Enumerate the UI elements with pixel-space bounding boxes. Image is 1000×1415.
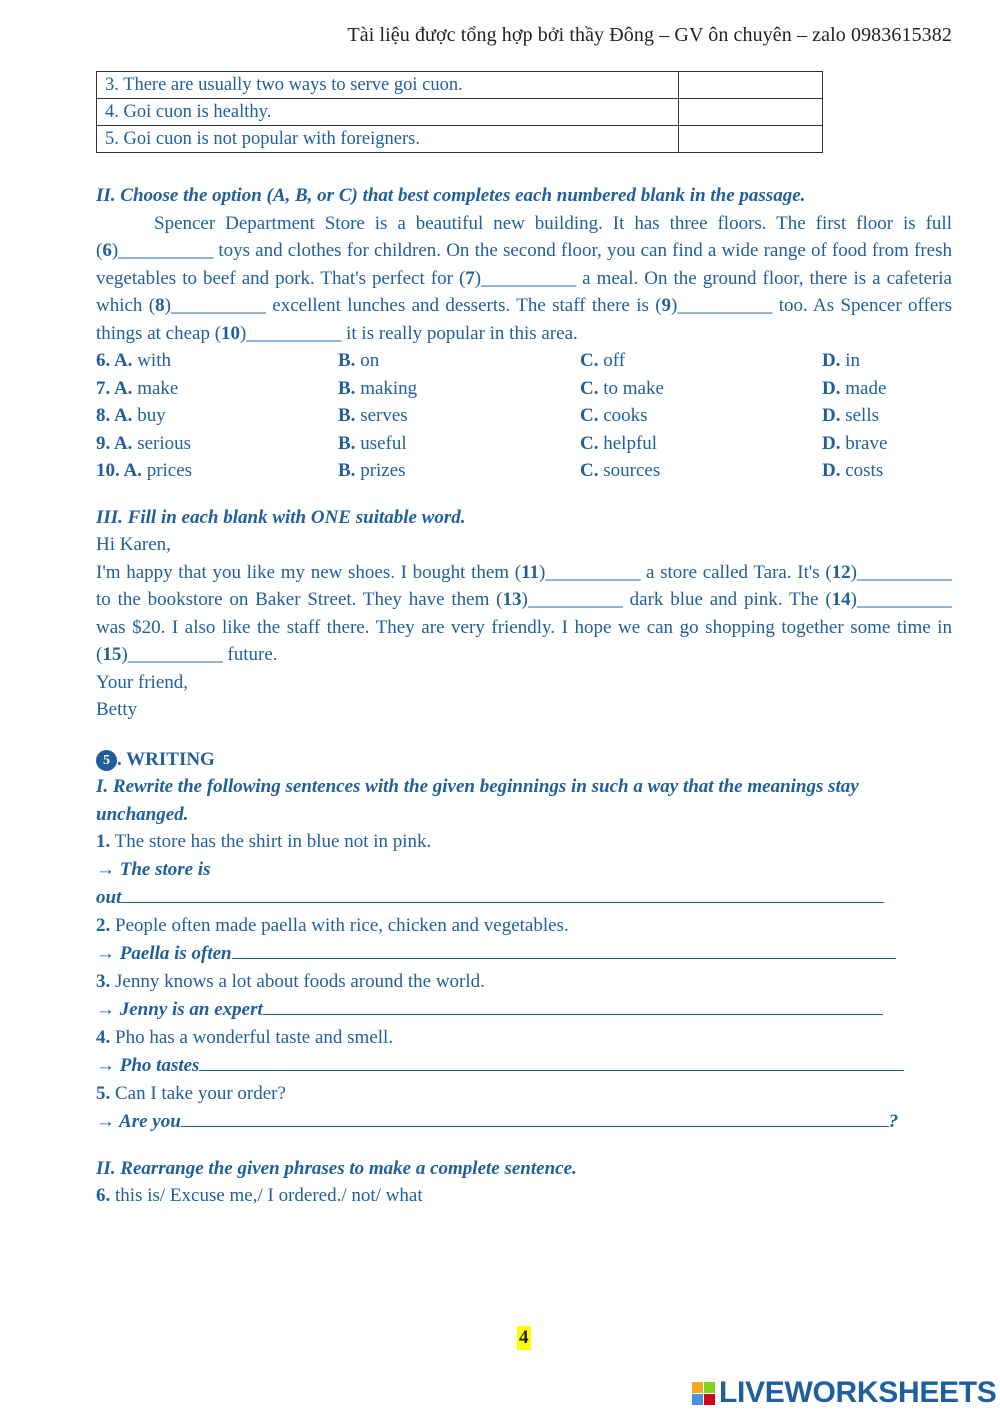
letter-greeting: Hi Karen, <box>96 534 171 555</box>
option-c[interactable] <box>580 375 822 403</box>
option-letter: B. <box>338 460 356 481</box>
option-d[interactable] <box>822 430 952 458</box>
worksheet-content <box>96 182 952 1210</box>
option-text: on <box>355 350 380 371</box>
option-a[interactable] <box>96 347 338 375</box>
writing-title: . WRITING <box>117 748 215 770</box>
item-number: 6. <box>96 1185 111 1206</box>
question-number: 10. A. <box>96 460 142 481</box>
rewrite-prompt <box>96 1051 952 1080</box>
answer-line[interactable] <box>232 939 896 959</box>
rewrite-prompt <box>96 995 952 1024</box>
item-text: Can I take your order? <box>110 1082 286 1104</box>
answer-line[interactable] <box>263 995 883 1015</box>
option-text: cooks <box>598 405 648 426</box>
item-number: 3. <box>96 970 111 992</box>
option-b[interactable] <box>338 375 580 403</box>
answer-cell[interactable] <box>679 126 823 153</box>
letter-text[interactable]: )__________ to the bookstore on Baker Street. They have them ( <box>96 561 952 610</box>
option-letter: C. <box>580 405 599 426</box>
option-letter: C. <box>580 432 599 454</box>
blank-number: 14 <box>831 589 851 610</box>
option-text: sources <box>598 460 661 481</box>
option-a[interactable] <box>96 375 338 403</box>
letter-text[interactable]: )__________ future. <box>121 644 278 665</box>
option-c[interactable] <box>580 347 822 375</box>
option-text: prizes <box>355 460 406 481</box>
option-letter: C. <box>580 350 599 371</box>
letter-text: I'm happy that you like my new shoes. I bought them ( <box>96 561 522 583</box>
prompt-text: → Are you <box>96 1111 181 1132</box>
option-letter: B. <box>338 350 356 371</box>
rewrite-prompt: → The store is <box>96 858 211 880</box>
page-number: 4 <box>519 1327 529 1348</box>
passage-paragraph <box>96 210 952 348</box>
blank-number: 9 <box>661 295 672 316</box>
statement-cell: 4. Goi cuon is healthy. <box>97 99 679 126</box>
option-d[interactable] <box>822 375 952 403</box>
option-text: helpful <box>598 432 658 454</box>
question-number: 7. A. <box>96 377 133 399</box>
writing-section-title <box>96 746 952 774</box>
section-number-icon: 5 <box>96 750 117 771</box>
option-text: in <box>840 350 861 371</box>
logo-square <box>692 1382 703 1393</box>
option-text: off <box>598 350 626 371</box>
writing-i-heading-cont: unchanged. <box>96 803 189 825</box>
passage-text: Spencer Department Store is a beautiful new building. It has three floors. The first floor is full ( <box>96 212 952 261</box>
blank-number: 10 <box>221 322 241 344</box>
passage-text[interactable]: )__________ too. As Spencer offers things at cheap ( <box>96 295 952 344</box>
writing-i-heading: I. Rewrite the following sentences with the given beginnings in such a way that the meanings stay <box>96 776 859 797</box>
option-d[interactable] <box>822 457 952 485</box>
blank-number: 11 <box>521 561 540 583</box>
item-number: 1. <box>96 831 111 852</box>
option-text: make <box>132 377 179 399</box>
answer-cell[interactable] <box>679 99 823 126</box>
option-c[interactable] <box>580 457 822 485</box>
answer-cell[interactable] <box>679 72 823 99</box>
letter-text[interactable]: )__________ was $20. I also like the staff there. They are very friendly. I hope we can go shopping together some time in ( <box>96 589 952 665</box>
item-number: 5. <box>96 1082 111 1104</box>
blank-number: 6 <box>102 240 112 261</box>
option-letter: B. <box>338 432 356 454</box>
logo-square <box>704 1394 715 1405</box>
option-text: making <box>355 377 418 399</box>
option-text: to make <box>598 377 664 399</box>
option-letter: D. <box>822 350 841 371</box>
option-letter: B. <box>338 377 356 399</box>
option-b[interactable] <box>338 402 580 430</box>
question-number: 8. A. <box>96 405 133 426</box>
logo-square <box>704 1382 715 1393</box>
option-b[interactable] <box>338 347 580 375</box>
item-text: People often made paella with rice, chicken and vegetables. <box>110 914 569 936</box>
letter-paragraph <box>96 559 952 669</box>
blank-number: 12 <box>831 561 851 583</box>
statement-cell: 3. There are usually two ways to serve goi cuon. <box>97 72 679 99</box>
prompt-end: ? <box>888 1111 899 1132</box>
blank-number: 13 <box>502 589 522 610</box>
item-text: The store has the shirt in blue not in pink. <box>110 831 432 852</box>
section-iii-heading: III. Fill in each blank with ONE suitable word. <box>96 506 466 528</box>
option-letter: C. <box>580 377 599 399</box>
option-b[interactable] <box>338 430 580 458</box>
true-false-table <box>96 71 823 153</box>
passage-text[interactable]: )__________ it is really popular in this area. <box>240 322 578 344</box>
option-c[interactable] <box>580 402 822 430</box>
table-row <box>97 126 823 153</box>
passage-text[interactable]: )__________ toys and clothes for children. On the second floor, you can find a wide range of food from fresh vegetables to beef and pork. That's perfect for ( <box>96 240 952 289</box>
liveworksheets-logo <box>692 1376 997 1410</box>
table-row <box>97 99 823 126</box>
option-text: serves <box>355 405 408 426</box>
prompt-text: out <box>96 887 122 908</box>
answer-line[interactable] <box>121 883 884 903</box>
passage-text[interactable]: )__________ excellent lunches and desserts. The staff there is ( <box>164 295 662 316</box>
section-ii-heading: II. Choose the option (A, B, or C) that best completes each numbered blank in the passage. <box>96 185 806 206</box>
option-letter: D. <box>822 460 841 481</box>
option-c[interactable] <box>580 430 822 458</box>
logo-square <box>692 1394 703 1405</box>
option-d[interactable] <box>822 402 952 430</box>
rewrite-item <box>96 828 952 856</box>
option-a[interactable] <box>96 430 338 458</box>
option-text: brave <box>840 432 888 454</box>
item-text: Pho has a wonderful taste and smell. <box>110 1026 394 1048</box>
option-b[interactable] <box>338 457 580 485</box>
letter-signature: Betty <box>96 699 138 720</box>
rewrite-item <box>96 912 952 940</box>
item-text: this is/ Excuse me,/ I ordered./ not/ what <box>110 1185 423 1206</box>
option-text: with <box>132 350 171 371</box>
rewrite-item <box>96 968 952 996</box>
option-letter: D. <box>822 405 841 426</box>
option-text: serious <box>132 432 192 454</box>
letter-text[interactable]: )__________ dark blue and pink. The ( <box>521 589 832 610</box>
answer-line[interactable] <box>199 1051 904 1071</box>
blank-number: 7 <box>465 267 475 289</box>
option-d[interactable] <box>822 347 952 375</box>
option-letter: D. <box>822 432 841 454</box>
prompt-text: → Pho tastes <box>96 1055 200 1076</box>
liveworksheets-logo-text: LIVEWORKSHEETS <box>719 1376 997 1409</box>
liveworksheets-logo-icon <box>692 1382 715 1405</box>
prompt-text: → Paella is often <box>96 943 232 964</box>
blank-number: 15 <box>102 644 122 665</box>
question-number: 9. A. <box>96 432 133 454</box>
option-a[interactable] <box>96 457 338 485</box>
prompt-text: → Jenny is an expert <box>96 999 263 1020</box>
rewrite-item <box>96 1080 952 1108</box>
option-text: prices <box>141 460 193 481</box>
option-text: useful <box>355 432 407 454</box>
page-header: Tài liệu được tổng hợp bởi thầy Đông – GV ôn chuyên – zalo 0983615382 <box>347 24 952 46</box>
item-number: 4. <box>96 1026 111 1048</box>
passage-text[interactable]: )__________ a meal. On the ground floor, there is a cafeteria which ( <box>96 267 952 316</box>
blank-number: 8 <box>155 295 165 316</box>
option-text: buy <box>132 405 166 426</box>
item-number: 2. <box>96 914 111 936</box>
letter-text[interactable]: )__________ a store called Tara. It's ( <box>539 561 832 583</box>
option-letter: C. <box>580 460 599 481</box>
options-grid <box>96 347 952 485</box>
option-text: costs <box>840 460 884 481</box>
rearrange-item <box>96 1182 952 1210</box>
option-text: made <box>840 377 887 399</box>
table-row <box>97 72 823 99</box>
option-text: sells <box>840 405 880 426</box>
letter-closing: Your friend, <box>96 671 189 693</box>
item-text: Jenny knows a lot about foods around the world. <box>110 970 485 992</box>
question-number: 6. A. <box>96 350 133 371</box>
option-letter: B. <box>338 405 356 426</box>
statement-cell: 5. Goi cuon is not popular with foreigners. <box>97 126 679 153</box>
answer-line[interactable] <box>181 1107 889 1127</box>
writing-ii-heading: II. Rearrange the given phrases to make a complete sentence. <box>96 1157 577 1179</box>
rewrite-prompt <box>96 1107 952 1136</box>
rewrite-item <box>96 1024 952 1052</box>
rewrite-prompt <box>96 939 952 968</box>
option-letter: D. <box>822 377 841 399</box>
option-a[interactable] <box>96 402 338 430</box>
rewrite-prompt <box>96 883 952 912</box>
